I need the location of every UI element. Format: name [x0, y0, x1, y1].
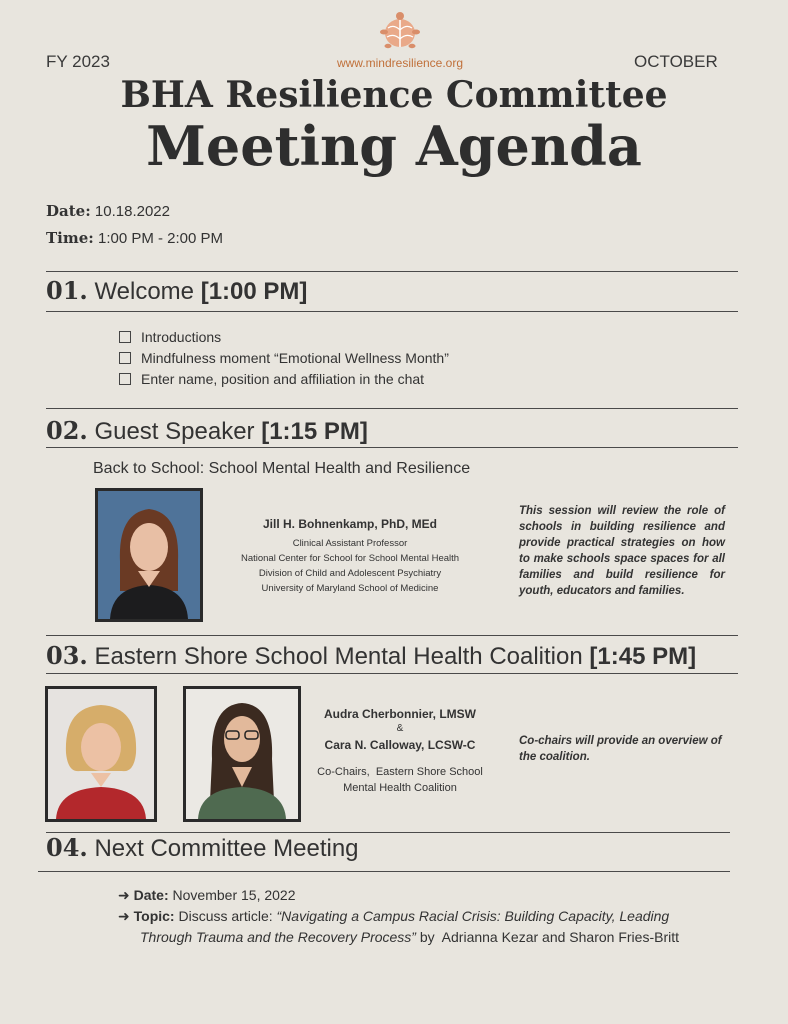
committee-title: BHA Resilience Committee: [120, 74, 668, 116]
next-date-label: Date:: [133, 887, 169, 903]
article-continuation: [140, 927, 679, 948]
time-value: 1:00 PM - 2:00 PM: [97, 230, 224, 247]
month-label: OCTOBER: [634, 52, 718, 71]
section-title: Eastern Shore School Mental Health Coalition: [94, 643, 583, 670]
divider: [46, 408, 738, 409]
section-number: 03.: [46, 641, 88, 670]
cochairs-block: [300, 706, 500, 796]
checklist-item[interactable]: Mindfulness moment “Emotional Wellness Month”: [119, 350, 449, 366]
speaker-photo: [95, 488, 203, 622]
checkbox-icon[interactable]: [119, 352, 131, 364]
speaker-org: National Center for School for School Mental Health: [240, 553, 460, 564]
cochair-org: Mental Health Coalition: [343, 782, 457, 794]
checkbox-icon[interactable]: [119, 331, 131, 343]
article-title-line2: Through Trauma and the Recovery Process”: [140, 929, 416, 945]
page-title: Meeting Agenda: [146, 114, 642, 178]
checklist-item[interactable]: Introductions: [119, 329, 221, 345]
time-label: Time:: [46, 229, 94, 247]
cochair-name-1: Audra Cherbonnier, LMSW: [323, 707, 476, 721]
arrow-right-icon: ➜: [118, 887, 130, 903]
ampersand: &: [396, 723, 404, 734]
speaker-role: Clinical Assistant Professor: [292, 538, 408, 549]
section-title: Welcome: [94, 278, 195, 305]
section-number: 04.: [46, 833, 88, 862]
topic-label: Topic:: [133, 908, 175, 924]
website-link[interactable]: www.mindresilience.org: [336, 56, 464, 70]
divider: [38, 871, 730, 872]
next-meeting-topic: [118, 906, 758, 927]
fiscal-year: FY 2023: [46, 52, 110, 71]
brain-turtle-logo: [378, 8, 422, 52]
section-title: Next Committee Meeting: [94, 835, 359, 862]
section-next-meeting-heading: [46, 833, 359, 863]
divider: [46, 311, 738, 312]
meeting-date: [46, 202, 170, 220]
session-subtitle: Back to School: School Mental Health and Resilience: [93, 460, 471, 477]
meeting-time: [46, 229, 223, 247]
section-number: 02.: [46, 416, 88, 445]
divider: [46, 447, 738, 448]
section-welcome-heading: [46, 276, 307, 306]
section-time: [1:15 PM]: [261, 418, 368, 445]
coalition-description: Co-chairs will provide an overview of the coalition.: [519, 735, 722, 763]
article-authors: by Adrianna Kezar and Sharon Fries-Britt: [419, 929, 680, 945]
arrow-right-icon: ➜: [118, 908, 130, 924]
checkbox-icon[interactable]: [119, 373, 131, 385]
divider: [46, 673, 738, 674]
next-meeting-date: [118, 885, 296, 906]
speaker-name: Jill H. Bohnenkamp, PhD, MEd: [262, 517, 438, 531]
speaker-university: University of Maryland School of Medicine: [261, 583, 439, 594]
divider: [46, 635, 738, 636]
section-coalition-heading: [46, 641, 696, 671]
speaker-division: Division of Child and Adolescent Psychiatry: [258, 568, 442, 579]
cochair-photo-2: [183, 686, 301, 822]
article-title-line1: “Navigating a Campus Racial Crisis: Building Capacity, Leading: [276, 908, 670, 924]
section-guest-speaker-heading: [46, 416, 368, 446]
next-date-value: November 15, 2022: [172, 887, 296, 903]
section-title: Guest Speaker: [94, 418, 255, 445]
checklist-item[interactable]: Enter name, position and affiliation in the chat: [119, 371, 424, 387]
section-time: [1:00 PM]: [200, 278, 308, 305]
session-description: This session will review the role of schools in building resilience and provide practical strategies on how to make schools space spaces for all families and build resilience for youth, educators and families.: [519, 505, 725, 597]
date-value: 10.18.2022: [94, 203, 170, 220]
cochair-role: Co-Chairs, Eastern Shore School: [317, 766, 483, 778]
date-label: Date:: [46, 202, 91, 220]
section-time: [1:45 PM]: [589, 643, 697, 670]
speaker-credentials: [230, 517, 470, 596]
divider: [46, 271, 738, 272]
section-number: 01.: [46, 276, 88, 305]
cochair-name-2: Cara N. Calloway, LCSW-C: [324, 738, 476, 752]
cochair-photo-1: [45, 686, 157, 822]
topic-prefix: Discuss article:: [178, 908, 273, 924]
